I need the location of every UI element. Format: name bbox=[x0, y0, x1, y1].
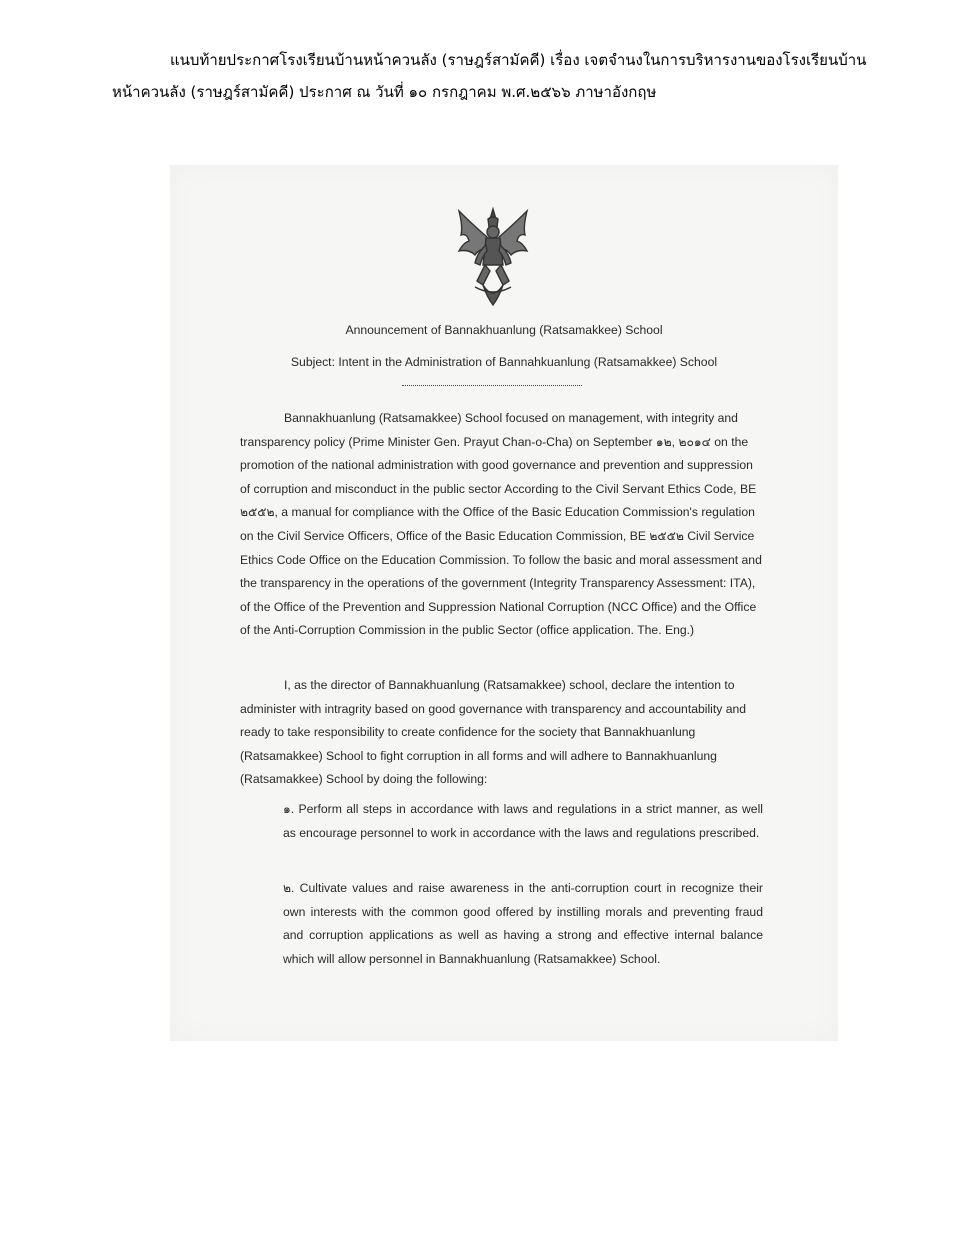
thai-header-line-2: หน้าควนลัง (ราษฎร์สามัคคี) ประกาศ ณ วันที่ ๑๐ กรกฎาคม พ.ศ.๒๕๖๖ ภาษาอังกฤษ bbox=[112, 83, 657, 101]
garuda-emblem-icon bbox=[453, 205, 533, 309]
list-item: ๒. Cultivate values and raise awareness in the anti-corruption court in recognize their own interests with the common good offered by instilling morals and preventing fraud and corruption applications as well as having a strong and effective internal balance which will allow personnel in Bannakhuanlung (Ratsamakkee) School. bbox=[283, 881, 763, 966]
paragraph-1-text: Bannakhuanlung (Ratsamakkee) School focused on management, with integrity and transparency policy (Prime Minister Gen. Prayut Chan-o-Cha) on September ๑๒, ๒๐๑๔ on the promotion of the national administration with good governance and prevention and suppression of corruption and misconduct in the public sector According to the Civil Servant Ethics Code, BE ๒๕๕๒, a manual for compliance with the Office of the Basic Education Commission's regulation on the Civil Service Officers, Office of the Basic Education Commission, BE ๒๕๕๒ Civil Service Ethics Code Office on the Education Commission. To follow the basic and moral assessment and the transparency in the operations of the government (Integrity Transparency Assessment: ITA), of the Office of the Prevention and Suppression National Corruption (NCC Office) and the Office of the Anti-Corruption Commission in the public Sector (office application. The. Eng.) bbox=[240, 411, 762, 638]
dotted-divider bbox=[402, 377, 582, 386]
scanned-announcement bbox=[170, 165, 838, 1041]
paragraph-declaration bbox=[240, 674, 762, 792]
paragraph-policy bbox=[240, 407, 762, 643]
thai-header-line-1: แนบท้ายประกาศโรงเรียนบ้านหน้าควนลัง (ราษฎร์สามัคคี) เรื่อง เจตจำนงในการบริหารงานของโรงเรียนบ้าน bbox=[170, 51, 867, 69]
announcement-title: Announcement of Bannakhuanlung (Ratsamakkee) School bbox=[345, 323, 663, 337]
thai-header bbox=[112, 44, 882, 108]
announcement-subject: Subject: Intent in the Administration of Bannahkuanlung (Ratsamakkee) School bbox=[290, 355, 718, 369]
list-item: ๑. Perform all steps in accordance with laws and regulations in a strict manner, as well as encourage personnel to work in accordance with the laws and regulations prescribed. bbox=[283, 802, 763, 840]
paragraph-2-text: I, as the director of Bannakhuanlung (Ratsamakkee) school, declare the intention to administer with intragrity based on good governance with transparency and accountability and ready to take responsibility to create confidence for the society that Bannakhuanlung (Ratsamakkee) School to fight corruption in all forms and will adhere to Bannakhuanlung (Ratsamakkee) School by doing the following: bbox=[240, 678, 747, 787]
